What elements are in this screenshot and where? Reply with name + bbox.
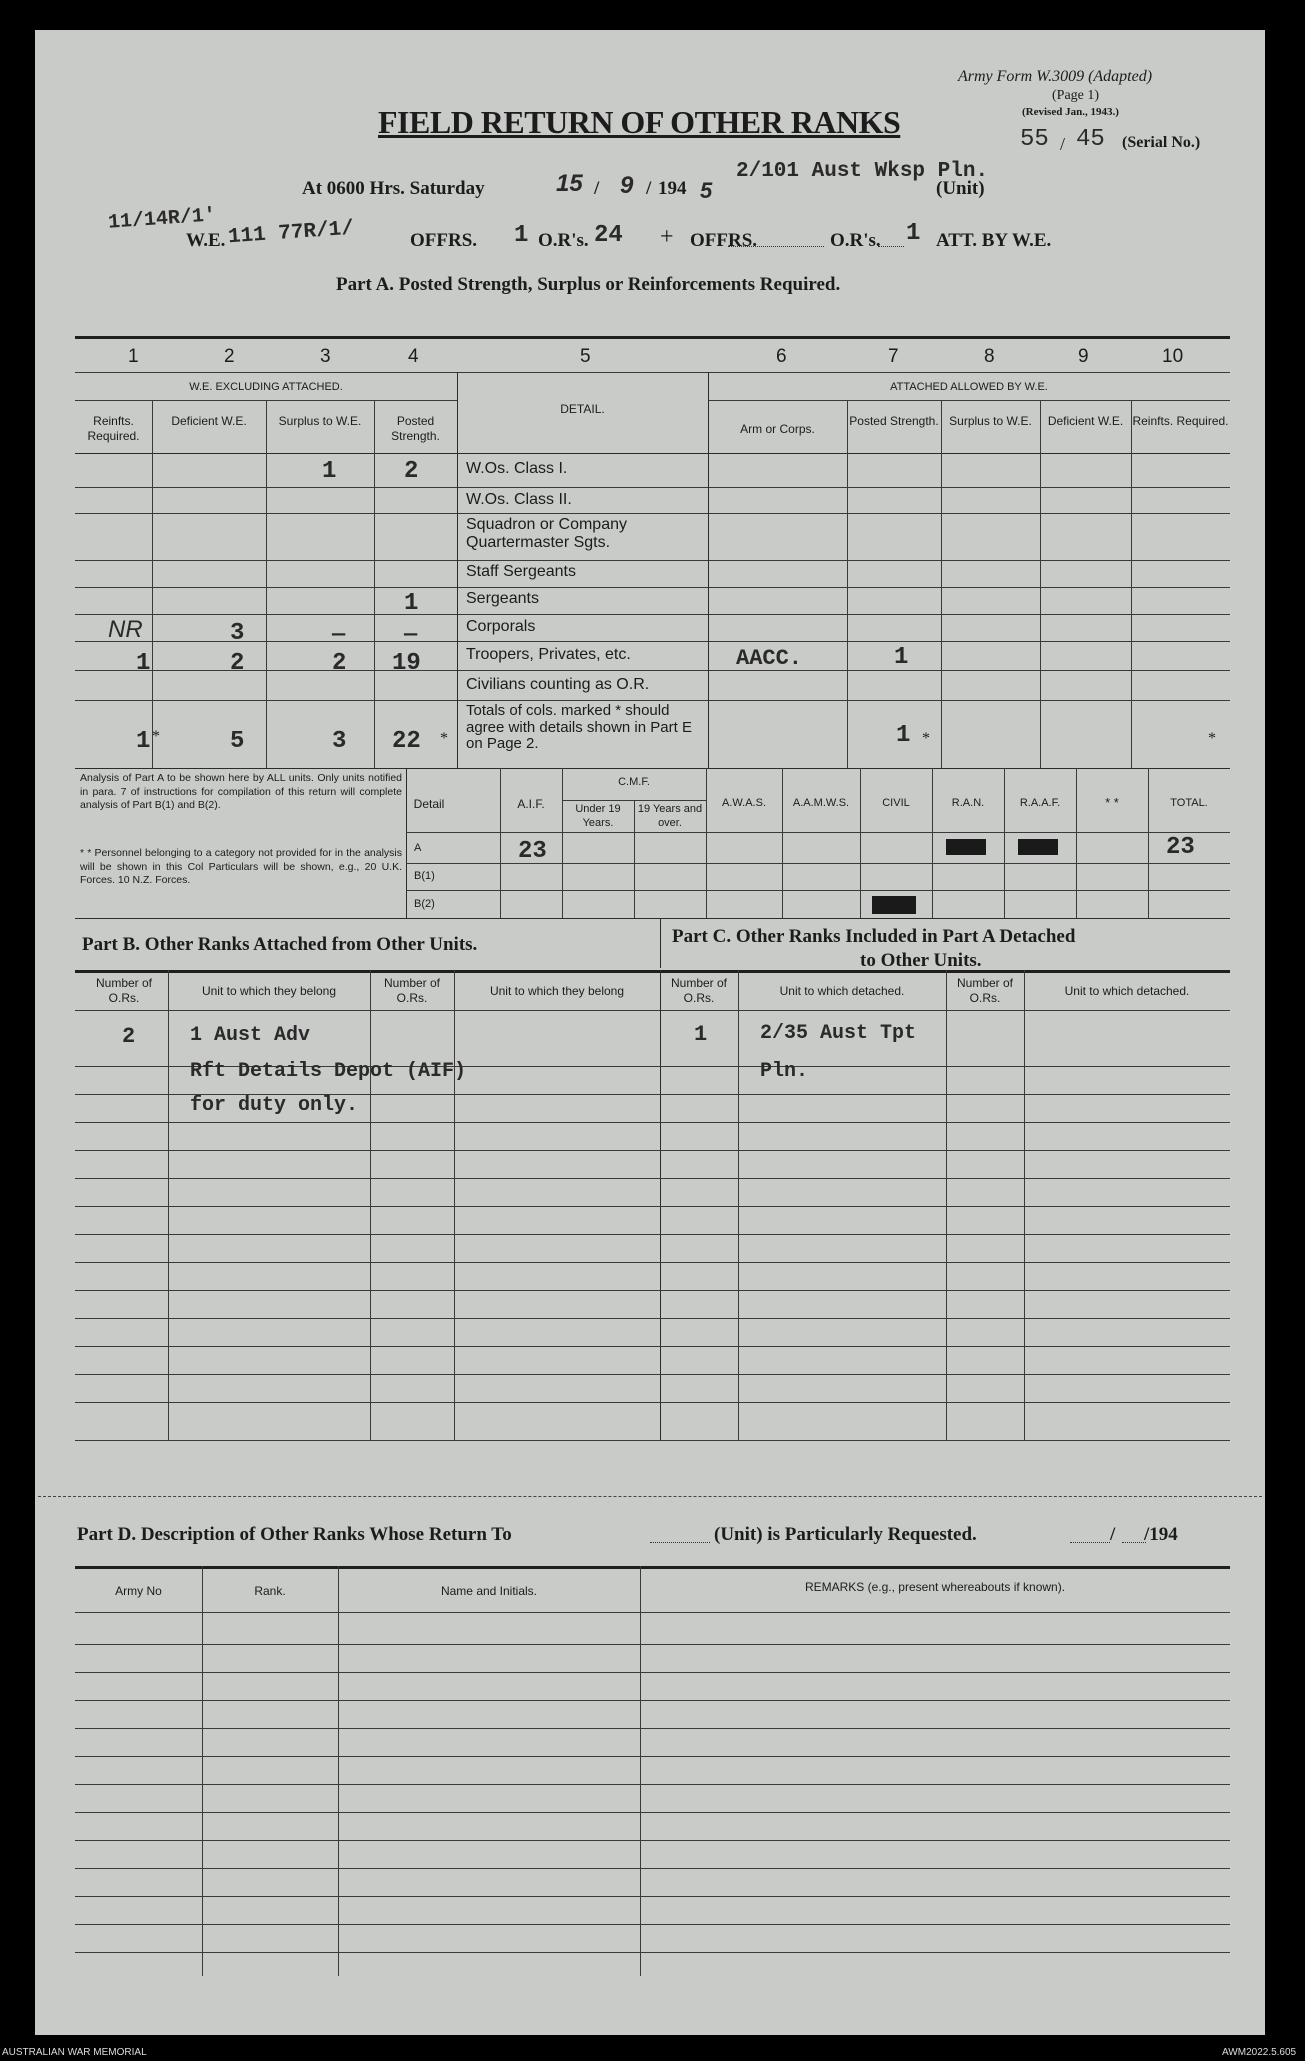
col-number: 2 — [224, 346, 235, 367]
redaction-block — [946, 839, 986, 855]
revised-label: (Revised Jan., 1943.) — [1022, 106, 1119, 118]
part-c-number-header: Number of O.Rs. — [670, 976, 728, 1005]
col-header: Reinfts. Required. — [1132, 414, 1229, 428]
rule — [406, 890, 1230, 891]
part-b-number-header: Number of O.Rs. — [95, 976, 153, 1005]
part-b-unit-header: Unit to which they belong — [201, 984, 337, 998]
col-number: 5 — [580, 346, 591, 367]
unit-value: 2/101 Aust Wksp Pln. — [736, 160, 989, 183]
ors2-label: O.R's. — [830, 230, 881, 251]
col-line — [941, 400, 942, 768]
cpl-posted: — — [404, 622, 418, 647]
rule — [75, 1150, 1230, 1151]
col-line — [338, 1566, 339, 1976]
date-slash-2: / — [646, 178, 652, 199]
offrs2-label: OFFRS. — [690, 230, 758, 251]
col-line — [454, 970, 455, 1440]
col-line — [152, 400, 153, 768]
army-form-label: Army Form W.3009 (Adapted) — [958, 68, 1153, 85]
part-c-number2-header: Number of O.Rs. — [956, 976, 1014, 1005]
part-b-entry-line: 1 Aust Adv — [190, 1024, 311, 1047]
offrs-value: 1 — [514, 222, 529, 249]
analysis-row-a: A — [414, 842, 422, 854]
part-c-entry-line: Pln. — [760, 1060, 809, 1083]
detail-ssgt: Staff Sergeants — [466, 563, 576, 580]
footer-left: AUSTRALIAN WAR MEMORIAL — [2, 2047, 147, 2058]
serial-prefix: 55 — [1020, 126, 1049, 153]
year-digit: 5 — [700, 178, 713, 203]
col-header: Posted Strength. — [391, 414, 440, 443]
part-c-title: Part C. Other Ranks Included in Part A Detached — [672, 926, 1076, 947]
redaction-block — [1018, 839, 1058, 855]
day-value: 15 — [556, 170, 583, 197]
part-b-number2-header: Number of O.Rs. — [383, 976, 441, 1005]
col-line — [266, 400, 267, 768]
col-line — [1076, 768, 1077, 918]
col-line — [932, 768, 933, 918]
part-d-slash: / — [1110, 1524, 1116, 1545]
sgt-posted: 1 — [404, 590, 419, 617]
we-value: 111 77R/1/ — [227, 217, 355, 250]
star: * — [922, 730, 930, 747]
rule — [75, 1402, 1230, 1403]
ran-header: R.A.N. — [951, 797, 985, 809]
ors-value: 24 — [594, 222, 623, 249]
rule — [75, 336, 1230, 339]
part-d-title-b: (Unit) is Particularly Requested. — [714, 1524, 977, 1545]
part-c-unit-header: Unit to which detached. — [779, 984, 905, 998]
pte-reinfts: 1 — [136, 650, 151, 677]
col-number: 9 — [1078, 346, 1089, 367]
analysis-a-total: 23 — [1166, 834, 1195, 861]
total-posted: 22 — [392, 728, 421, 755]
col-header: Surplus to W.E. — [278, 414, 362, 428]
col-line — [847, 400, 848, 768]
dots — [878, 246, 904, 247]
col-line — [1148, 768, 1149, 918]
col-line — [660, 918, 661, 968]
col-line — [660, 970, 661, 1440]
analysis-a-aif: 23 — [518, 838, 547, 865]
rule — [75, 1700, 1230, 1701]
detail-sgt: Sergeants — [466, 590, 539, 607]
under19-header: Under 19 Years. — [575, 803, 621, 829]
analysis-row-b2: B(2) — [414, 898, 435, 910]
stars-header: * * — [1105, 795, 1119, 810]
star: * — [440, 730, 448, 747]
col-header: Arm or Corps. — [740, 422, 815, 436]
rule — [75, 700, 1230, 701]
col-header: Surplus to W.E. — [949, 414, 1032, 428]
rule — [75, 1122, 1230, 1123]
part-b-entry-number: 2 — [122, 1024, 136, 1049]
ors2-value: 1 — [906, 220, 921, 247]
rule — [75, 768, 1230, 769]
part-b-entry-line: for duty only. — [190, 1094, 359, 1117]
over19-header: 19 Years and over. — [637, 803, 703, 829]
aif-header: A.I.F. — [517, 797, 545, 811]
col-header: Deficient W.E. — [171, 414, 247, 428]
rule — [75, 1868, 1230, 1869]
rule — [406, 832, 1230, 833]
rule — [708, 400, 1230, 401]
pte-attached-posted: 1 — [894, 644, 909, 671]
rule — [75, 1290, 1230, 1291]
rule — [75, 614, 1230, 615]
cpl-reinfts: NR — [108, 616, 143, 643]
rule — [75, 1784, 1230, 1785]
awas-header: A.W.A.S. — [721, 797, 766, 809]
wo1-surplus: 1 — [322, 458, 337, 485]
rule — [75, 1234, 1230, 1235]
handwritten-we: 11/14R/1' — [107, 204, 217, 235]
rule — [75, 641, 1230, 642]
part-d-name-header: Name and Initials. — [440, 1584, 538, 1598]
rule — [75, 1178, 1230, 1179]
total-deficient: 5 — [230, 728, 245, 755]
col-header: Posted Strength. — [849, 414, 939, 428]
col-line — [860, 768, 861, 918]
col-line — [562, 768, 563, 918]
dots — [650, 1542, 710, 1543]
rule — [75, 1924, 1230, 1925]
we-label: W.E. — [186, 230, 226, 251]
rule — [75, 1728, 1230, 1729]
col-header: Deficient W.E. — [1047, 414, 1124, 428]
aamws-header: A.A.M.W.S. — [792, 797, 850, 809]
rule — [75, 560, 1230, 561]
star: * — [152, 728, 160, 745]
total-header: TOTAL. — [1170, 797, 1208, 809]
col-number: 8 — [984, 346, 995, 367]
part-c-entry-number: 1 — [694, 1022, 708, 1047]
rule — [75, 513, 1230, 514]
rule — [75, 1672, 1230, 1673]
rule — [562, 800, 706, 801]
col-line — [782, 768, 783, 918]
year-prefix: 194 — [658, 178, 687, 199]
cpl-surplus: — — [332, 622, 346, 647]
part-c-title-2: to Other Units. — [860, 950, 982, 971]
rule — [75, 970, 1230, 973]
analysis-note2: * * Personnel belonging to a category not provided for in the analysis will be shown in this Col Particulars will be shown, e.g., 20 U.K. Forces. 10 N.Z. Forces. — [80, 847, 402, 887]
perforation-line — [38, 1496, 1262, 1497]
serial-number: 45 — [1076, 126, 1105, 153]
redaction-block — [872, 896, 916, 914]
part-d-rank-header: Rank. — [254, 1584, 286, 1598]
at-label: At 0600 Hrs. Saturday — [302, 178, 485, 199]
cpl-deficient: 3 — [230, 620, 245, 647]
page-label: (Page 1) — [1052, 88, 1100, 103]
analysis-note: Analysis of Part A to be shown here by ALL units. Only units notified in para. 7 of instructions for compilation of this return will complete analysis of Part B(1) and B(2). — [80, 772, 402, 812]
dots — [728, 246, 824, 247]
we-excluding-header: W.E. EXCLUDING ATTACHED. — [189, 381, 343, 393]
col-line — [946, 970, 947, 1440]
serial-label: (Serial No.) — [1122, 134, 1201, 151]
date-slash-1: / — [594, 178, 600, 199]
star: * — [1208, 730, 1216, 747]
part-d-remarks-header: REMARKS (e.g., present whereabouts if known). — [804, 1580, 1066, 1594]
rule — [75, 1206, 1230, 1207]
rule — [75, 372, 1230, 373]
col-line — [168, 970, 169, 1440]
rule — [75, 587, 1230, 588]
col-line — [500, 768, 501, 918]
col-line — [1004, 768, 1005, 918]
rule — [75, 918, 1230, 919]
part-d-year: /194 — [1144, 1524, 1178, 1545]
col-line — [374, 400, 375, 768]
col-line — [706, 768, 707, 918]
col-number: 7 — [888, 346, 899, 367]
detail-cpl: Corporals — [466, 618, 536, 635]
footer-right: AWM2022.5.605 — [1222, 2047, 1297, 2058]
pte-posted: 19 — [392, 650, 421, 677]
detail-wo1: W.Os. Class I. — [466, 460, 568, 477]
part-d-title-a: Part D. Description of Other Ranks Whose Return To — [77, 1524, 512, 1545]
part-a-title: Part A. Posted Strength, Surplus or Reinforcements Required. — [336, 274, 841, 295]
rule — [75, 1566, 1230, 1569]
att-label: ATT. BY W.E. — [936, 230, 1052, 251]
detail-totals: Totals of cols. marked * should agree with details shown in Part E on Page 2. — [466, 702, 692, 752]
wo1-posted: 2 — [404, 458, 419, 485]
ors-label: O.R's. — [538, 230, 589, 251]
raaf-header: R.A.A.F. — [1019, 797, 1061, 809]
col-header: Reinfts. Required. — [87, 414, 140, 443]
total-attached-posted: 1 — [896, 722, 911, 749]
col-line — [370, 970, 371, 1440]
month-value: 9 — [620, 172, 634, 199]
plus-sign: + — [660, 224, 674, 250]
col-line — [1131, 400, 1132, 768]
col-line — [202, 1566, 203, 1976]
col-number: 3 — [320, 346, 331, 367]
col-line — [457, 372, 458, 768]
total-reinfts: 1 — [136, 728, 151, 755]
detail-cqms: Squadron or Company Quartermaster Sgts. — [466, 516, 627, 551]
rule — [75, 1612, 1230, 1613]
detail-wo2: W.Os. Class II. — [466, 491, 572, 508]
col-line — [1040, 400, 1041, 768]
dots — [1122, 1542, 1146, 1543]
part-b-entry-line: Rft Details Depot (AIF) — [190, 1060, 467, 1083]
total-surplus: 3 — [332, 728, 347, 755]
rule — [75, 670, 1230, 671]
dots — [1070, 1542, 1110, 1543]
form-title: FIELD RETURN OF OTHER RANKS — [378, 104, 901, 140]
col-line — [640, 1566, 641, 1976]
detail-header: DETAIL. — [560, 402, 605, 416]
col-number: 4 — [408, 346, 419, 367]
rule — [75, 453, 1230, 454]
attached-allowed-header: ATTACHED ALLOWED BY W.E. — [890, 381, 1048, 393]
part-b-title: Part B. Other Ranks Attached from Other Units. — [82, 934, 478, 955]
rule — [75, 1756, 1230, 1757]
rule — [75, 1644, 1230, 1645]
rule — [75, 1812, 1230, 1813]
rule — [75, 487, 1230, 488]
part-c-unit2-header: Unit to which detached. — [1064, 984, 1190, 998]
rule — [75, 1952, 1230, 1953]
civil-header: CIVIL — [882, 797, 910, 809]
cmf-header: C.M.F. — [618, 776, 650, 788]
rule — [75, 1346, 1230, 1347]
detail-pte: Troopers, Privates, etc. — [466, 646, 631, 663]
col-line — [738, 970, 739, 1440]
rule — [75, 1840, 1230, 1841]
part-b-unit2-header: Unit to which they belong — [489, 984, 625, 998]
col-number: 10 — [1162, 346, 1184, 367]
rule — [75, 1440, 1230, 1441]
rule — [75, 1010, 1230, 1011]
pte-arm: AACC. — [736, 646, 803, 671]
part-c-entry-line: 2/35 Aust Tpt — [760, 1022, 917, 1045]
col-line — [406, 768, 407, 918]
col-number: 1 — [128, 346, 139, 367]
detail-civ: Civilians counting as O.R. — [466, 676, 650, 693]
rule — [75, 1318, 1230, 1319]
serial-slash: / — [1060, 134, 1066, 154]
rule — [75, 1896, 1230, 1897]
part-d-army-no-header: Army No — [115, 1584, 162, 1598]
unit-label: (Unit) — [936, 178, 985, 199]
rule — [75, 1262, 1230, 1263]
col-line — [1024, 970, 1025, 1440]
pte-deficient: 2 — [230, 650, 245, 677]
col-number: 6 — [776, 346, 787, 367]
pte-surplus: 2 — [332, 650, 347, 677]
offrs-label: OFFRS. — [410, 230, 478, 251]
rule — [75, 1374, 1230, 1375]
analysis-row-b1: B(1) — [414, 870, 435, 882]
analysis-detail-header: Detail — [413, 797, 445, 811]
